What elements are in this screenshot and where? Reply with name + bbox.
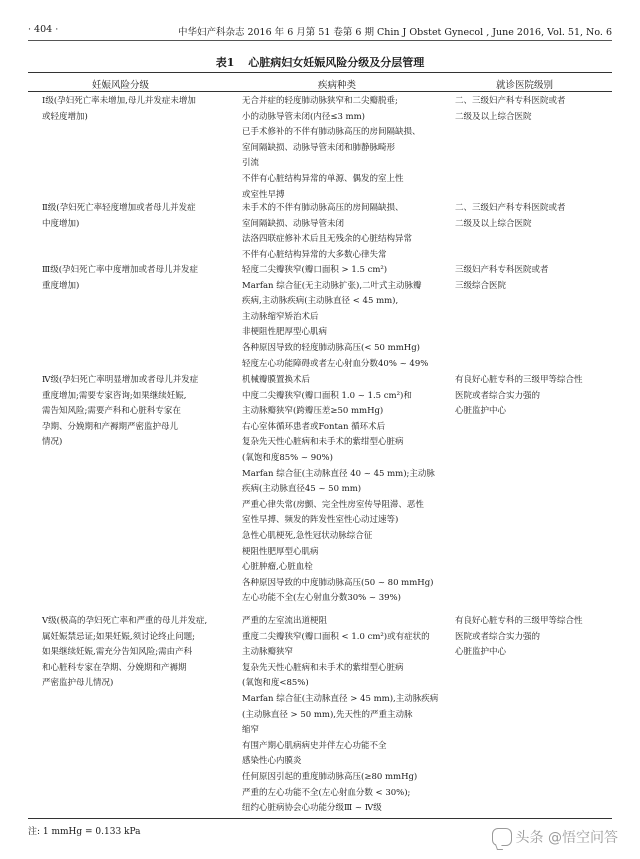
table-text-line: 任何原因引起的重度肺动脉高压(≥80 mmHg) [242, 771, 418, 782]
table-text-line: 室性早搏、频发的阵发性室性心动过速等) [242, 515, 399, 526]
grade-cell [42, 373, 238, 451]
hospital-cell [455, 373, 615, 420]
watermark [492, 827, 618, 847]
watermark-text: 头条 @悟空问答 [515, 830, 618, 846]
table-top-rule [28, 72, 612, 73]
table-text-line: 严密监护母儿情况) [42, 678, 114, 689]
table-text-line: Marfan 综合征(无主动脉扩张),二叶式主动脉瓣 [242, 280, 422, 291]
table-text-line: 属妊娠禁忌证;如果妊娠,须讨论终止问题; [42, 631, 195, 642]
table-text-line: 中度二尖瓣狭窄(瓣口面积 1.0 ~ 1.5 cm²)和 [242, 390, 412, 401]
table-text-line: 有围产期心肌病病史并伴左心功能不全 [242, 740, 387, 751]
table-text-line: Ⅰ级(孕妇死亡率未增加,母儿并发症未增加 [42, 96, 196, 106]
table-text-line: 或轻度增加) [42, 111, 88, 122]
table-text-line: 右心室体循环患者或Fontan 循环术后 [242, 421, 386, 432]
table-text-line: 严重的左室流出道梗阻 [242, 616, 328, 626]
column-header-hospital: 就诊医院级别 [496, 80, 554, 91]
table-text-line: 医院或者综合实力强的 [455, 631, 541, 642]
header-rule [28, 40, 612, 41]
column-header-diseases: 疾病种类 [318, 80, 357, 91]
table-text-line: 不伴有心脏结构异常的单源、偶发的室上性 [242, 173, 404, 184]
table-text-line: 重度增加;需要专家咨询;如果继续妊娠, [42, 390, 187, 401]
table-text-line: 孕期、分娩期和产褥期严密监护母儿 [42, 421, 179, 432]
table-text-line: 主动脉瓣狭窄 [242, 647, 294, 658]
table-text-line: 重度增加) [42, 280, 80, 291]
table-text-line: 机械瓣膜置换术后 [242, 375, 311, 385]
table-text-line: (主动脉直径 > 50 mm),先天性的严重主动脉 [242, 709, 413, 720]
grade-cell [42, 263, 238, 294]
table-text-line: 未手术的不伴有肺动脉高压的房间隔缺损、 [242, 203, 404, 213]
table-text-line: 二级及以上综合医院 [455, 218, 532, 229]
grade-cell [42, 94, 238, 125]
table-text-line: 复杂先天性心脏病和未手术的紫绀型心脏病 [242, 437, 404, 448]
grade-cell [42, 614, 238, 692]
table-text-line: 严重心律失常(房颤、完全性房室传导阻滞、恶性 [242, 499, 424, 510]
table-text-line: 有良好心脏专科的三级甲等综合性 [455, 616, 583, 626]
table-text-line: 三级综合医院 [455, 280, 507, 291]
table-text-line: 不伴有心脏结构异常的大多数心律失常 [242, 249, 387, 260]
table-text-line: 主动脉缩窄矫治术后 [242, 311, 319, 322]
table-text-line: 已手术修补的不伴有肺动脉高压的房间隔缺损、 [242, 127, 421, 138]
running-header [28, 24, 612, 40]
header-bottom-rule [28, 91, 612, 92]
table-title [0, 54, 640, 70]
table-text-line: 各种原因导致的轻度肺动脉高压(< 50 mmHg) [242, 342, 420, 353]
table-text-line: 三级妇产科专科医院或者 [455, 265, 549, 275]
grade-cell [42, 201, 238, 232]
table-text-line: 纽约心脏病协会心功能分级Ⅲ ~ Ⅳ级 [242, 803, 382, 814]
table-text-line: 如果继续妊娠,需充分告知风险;需由产科 [42, 647, 193, 658]
table-text-line: 需告知风险;需要产科和心脏科专家在 [42, 406, 181, 417]
table-text-line: 梗阻性肥厚型心肌病 [242, 546, 319, 557]
hospital-cell [455, 94, 615, 125]
table-text-line: 急性心肌梗死,急性冠状动脉综合征 [242, 530, 373, 541]
hospital-cell [455, 263, 615, 294]
table-text-line: Ⅴ级(极高的孕妇死亡率和严重的母儿并发症, [42, 616, 208, 626]
table-text-line: 严重的左心功能不全(左心射血分数 < 30%); [242, 787, 411, 798]
table-text-line: 重度二尖瓣狭窄(瓣口面积 < 1.0 cm²)或有症状的 [242, 631, 430, 642]
table-text-line: 二、三级妇产科专科医院或者 [455, 203, 566, 213]
table-text-line: 感染性心内膜炎 [242, 756, 302, 767]
table-text-line: 二、三级妇产科专科医院或者 [455, 96, 566, 106]
table-text-line: 非梗阻性肥厚型心肌病 [242, 327, 328, 338]
table-text-line: 轻度左心功能障碍或者左心射血分数40% ~ 49% [242, 358, 429, 369]
table-text-line: 主动脉瓣狭窄(跨瓣压差≥50 mmHg) [242, 406, 384, 417]
table-text-line: (氧饱和度85% ~ 90%) [242, 452, 333, 463]
diseases-cell [242, 614, 452, 817]
hospital-cell [455, 201, 615, 232]
table-text-line: 引流 [242, 158, 260, 169]
table-text-line: Ⅱ级(孕妇死亡率轻度增加或者母儿并发症 [42, 203, 196, 213]
column-header-grade: 妊娠风险分级 [92, 80, 150, 91]
diseases-cell [242, 263, 452, 372]
table-text-line: Ⅳ级(孕妇死亡率明显增加或者母儿并发症 [42, 375, 199, 385]
table-text-line: 二级及以上综合医院 [455, 111, 532, 122]
hospital-cell [455, 614, 615, 661]
chat-bubble-icon [492, 828, 512, 846]
table-text-line: 左心功能不全(左心射血分数30% ~ 39%) [242, 593, 401, 604]
diseases-cell [242, 201, 452, 263]
table-text-line: Marfan 综合征(主动脉直径 > 45 mm),主动脉疾病 [242, 693, 439, 704]
table-text-line: 无合并症的轻度肺动脉狭窄和二尖瓣脱垂; [242, 96, 398, 106]
table-caption: 心脏病妇女妊娠风险分级及分层管理 [248, 56, 425, 69]
table-bottom-rule [28, 818, 612, 819]
table-text-line: 疾病,主动脉疾病(主动脉直径 < 45 mm), [242, 296, 399, 307]
table-text-line: 医院或者综合实力强的 [455, 390, 541, 401]
table-text-line: 小的动脉导管未闭(内径≤3 mm) [242, 111, 365, 122]
table-text-line: 室间隔缺损、动脉导管未闭 [242, 218, 345, 229]
page-number: · 404 · [28, 24, 59, 35]
table-text-line: 有良好心脏专科的三级甲等综合性 [455, 375, 583, 385]
table-text-line: Marfan 综合征(主动脉直径 40 ~ 45 mm);主动脉 [242, 468, 435, 479]
table-text-line: 疾病(主动脉直径45 ~ 50 mm) [242, 484, 362, 495]
table-text-line: 法洛四联症修补术后且无残余的心脏结构异常 [242, 234, 413, 245]
table-number: 表1 [215, 56, 235, 69]
table-text-line: 情况) [42, 437, 63, 448]
table-footnote: 注: 1 mmHg = 0.133 kPa [28, 827, 141, 837]
journal-citation: 中华妇产科杂志 2016 年 6 月第 51 卷第 6 期 Chin J Obstet Gynecol , June 2016, Vol. 51, No. 6 [177, 27, 612, 38]
table-text-line: 心脏肿瘤,心脏血栓 [242, 562, 313, 573]
table-text-line: 缩窄 [242, 725, 260, 736]
table-text-line: 各种原因导致的中度肺动脉高压(50 ~ 80 mmHg) [242, 577, 434, 588]
table-text-line: (氧饱和度<85%) [242, 678, 309, 689]
table-text-line: 中度增加) [42, 218, 80, 229]
table-text-line: 或室性早搏 [242, 189, 285, 200]
table-text-line: 复杂先天性心脏病和未手术的紫绀型心脏病 [242, 662, 404, 673]
table-text-line: 和心脏科专家在孕期、分娩期和产褥期 [42, 662, 187, 673]
diseases-cell [242, 94, 452, 203]
table-text-line: 轻度二尖瓣狭窄(瓣口面积 > 1.5 cm²) [242, 265, 388, 275]
table-text-line: Ⅲ级(孕妇死亡率中度增加或者母儿并发症 [42, 265, 199, 275]
table-text-line: 室间隔缺损、动脉导管未闭和肺静脉畸形 [242, 142, 396, 153]
diseases-cell [242, 373, 452, 607]
table-text-line: 心脏监护中心 [455, 647, 507, 658]
table-text-line: 心脏监护中心 [455, 406, 507, 417]
